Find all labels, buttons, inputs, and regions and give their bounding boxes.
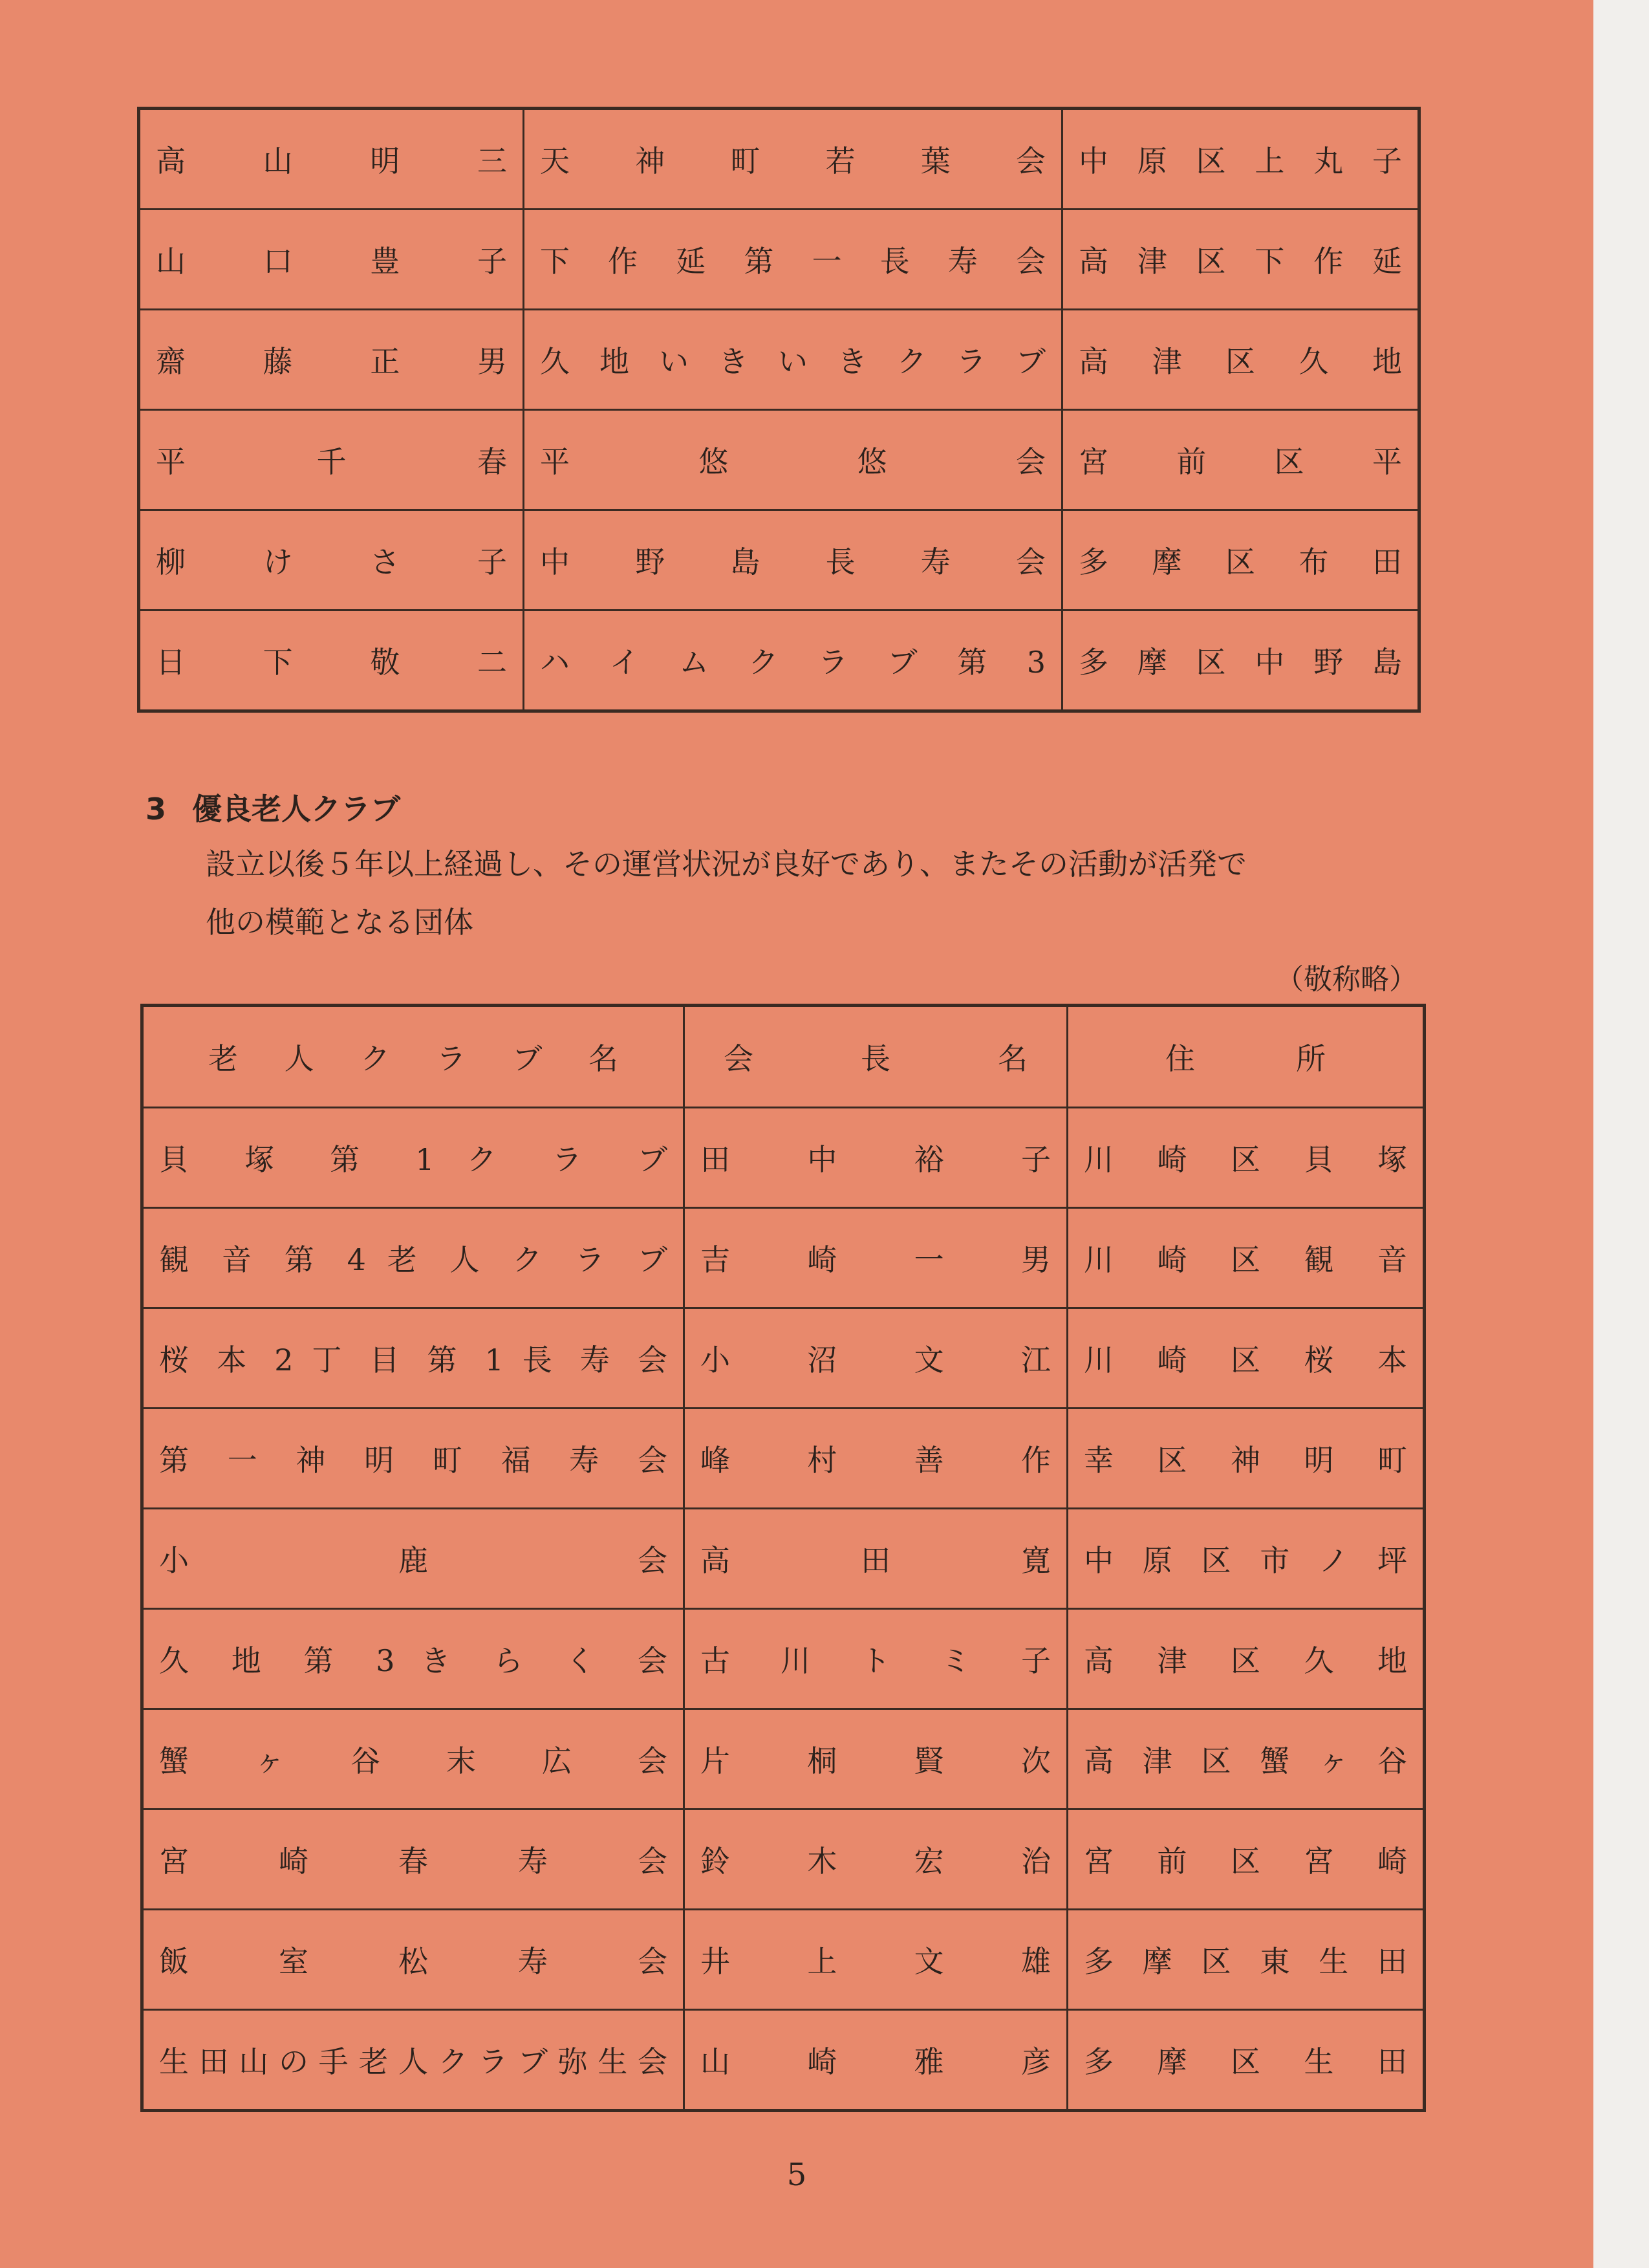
address-cell: 幸 区 神 明 町 (1068, 1409, 1425, 1509)
excellent-clubs-table (140, 1004, 1426, 2112)
club-name-cell: 平 悠 悠 会 (524, 410, 1062, 510)
header-club-name: 老 人 ク ラ ブ 名 (142, 1006, 684, 1108)
table-row (142, 1609, 1425, 1709)
address-cell: 宮 前 区 平 (1062, 410, 1419, 510)
table-header-row (142, 1006, 1425, 1108)
table-row (139, 510, 1419, 610)
club-name-cell: 生 田 山 の 手 老 人 ク ラ ブ 弥 生 会 (142, 2010, 684, 2111)
person-name-cell: 日 下 敬 二 (139, 610, 524, 711)
address-cell: 中 原 区 市 ノ 坪 (1068, 1509, 1425, 1609)
address-cell: 川 崎 区 貝 塚 (1068, 1108, 1425, 1208)
page-number: 5 (786, 2157, 807, 2193)
address-cell: 多 摩 区 東 生 田 (1068, 1910, 1425, 2010)
table-row (139, 310, 1419, 410)
club-name-cell: 中 野 島 長 寿 会 (524, 510, 1062, 610)
address-cell: 高 津 区 蟹 ヶ 谷 (1068, 1709, 1425, 1809)
table-row (139, 210, 1419, 310)
club-name-cell: 天 神 町 若 葉 会 (524, 109, 1062, 210)
address-cell: 宮 前 区 宮 崎 (1068, 1809, 1425, 1910)
president-name-cell: 鈴 木 宏 治 (684, 1809, 1068, 1910)
club-name-cell: 久 地 い き い き ク ラ ブ (524, 310, 1062, 410)
address-cell: 高 津 区 下 作 延 (1062, 210, 1419, 310)
club-name-cell: 蟹 ヶ 谷 末 広 会 (142, 1709, 684, 1809)
person-name-cell: 山 口 豊 子 (139, 210, 524, 310)
address-cell: 川 崎 区 桜 本 (1068, 1308, 1425, 1409)
club-name-cell: 小 鹿 会 (142, 1509, 684, 1609)
president-name-cell: 田 中 裕 子 (684, 1108, 1068, 1208)
person-name-cell: 高 山 明 三 (139, 109, 524, 210)
president-name-cell: 吉 崎 一 男 (684, 1208, 1068, 1308)
header-president-name: 会 長 名 (684, 1006, 1068, 1108)
person-name-cell: 柳 け さ 子 (139, 510, 524, 610)
section-heading (146, 786, 400, 828)
person-name-cell: 平 千 春 (139, 410, 524, 510)
scan-paper-edge (1593, 0, 1649, 2268)
table-row (142, 1108, 1425, 1208)
table-row (142, 2010, 1425, 2111)
president-name-cell: 山 崎 雅 彦 (684, 2010, 1068, 2111)
address-cell: 多 摩 区 中 野 島 (1062, 610, 1419, 711)
address-cell: 多 摩 区 生 田 (1068, 2010, 1425, 2111)
club-name-cell: 桜 本 2 丁 目 第 1 長 寿 会 (142, 1308, 684, 1409)
address-cell: 高 津 区 久 地 (1062, 310, 1419, 410)
section-number: 3 (146, 792, 167, 826)
award-recipients-table (137, 107, 1421, 713)
club-name-cell: 貝 塚 第 1 ク ラ ブ (142, 1108, 684, 1208)
club-name-cell: 宮 崎 春 寿 会 (142, 1809, 684, 1910)
address-cell: 中 原 区 上 丸 子 (1062, 109, 1419, 210)
table-row (139, 610, 1419, 711)
table-row (142, 1910, 1425, 2010)
address-cell: 多 摩 区 布 田 (1062, 510, 1419, 610)
table-row (142, 1208, 1425, 1308)
club-name-cell: ハ イ ム ク ラ ブ 第 3 (524, 610, 1062, 711)
president-name-cell: 峰 村 善 作 (684, 1409, 1068, 1509)
table-row (142, 1709, 1425, 1809)
club-name-cell: 下 作 延 第 一 長 寿 会 (524, 210, 1062, 310)
president-name-cell: 高 田 寛 (684, 1509, 1068, 1609)
honorific-note: （敬称略） (1275, 963, 1417, 996)
table-row (139, 109, 1419, 210)
table-row (142, 1308, 1425, 1409)
header-address: 住 所 (1068, 1006, 1425, 1108)
address-cell: 高 津 区 久 地 (1068, 1609, 1425, 1709)
table-row (139, 410, 1419, 510)
section-description-line-2: 他の模範となる団体 (206, 905, 473, 940)
table-row (142, 1809, 1425, 1910)
person-name-cell: 齋 藤 正 男 (139, 310, 524, 410)
section-title: 優良老人クラブ (192, 792, 401, 826)
president-name-cell: 井 上 文 雄 (684, 1910, 1068, 2010)
address-cell: 川 崎 区 観 音 (1068, 1208, 1425, 1308)
section-description-line-1: 設立以後５年以上経過し、その運営状況が良好であり、またその活動が活発で (206, 847, 1247, 881)
club-name-cell: 久 地 第 3 き ら く 会 (142, 1609, 684, 1709)
club-name-cell: 観 音 第 4 老 人 ク ラ ブ (142, 1208, 684, 1308)
president-name-cell: 古 川 ト ミ 子 (684, 1609, 1068, 1709)
club-name-cell: 第 一 神 明 町 福 寿 会 (142, 1409, 684, 1509)
club-name-cell: 飯 室 松 寿 会 (142, 1910, 684, 2010)
table-row (142, 1409, 1425, 1509)
table-row (142, 1509, 1425, 1609)
president-name-cell: 小 沼 文 江 (684, 1308, 1068, 1409)
president-name-cell: 片 桐 賢 次 (684, 1709, 1068, 1809)
